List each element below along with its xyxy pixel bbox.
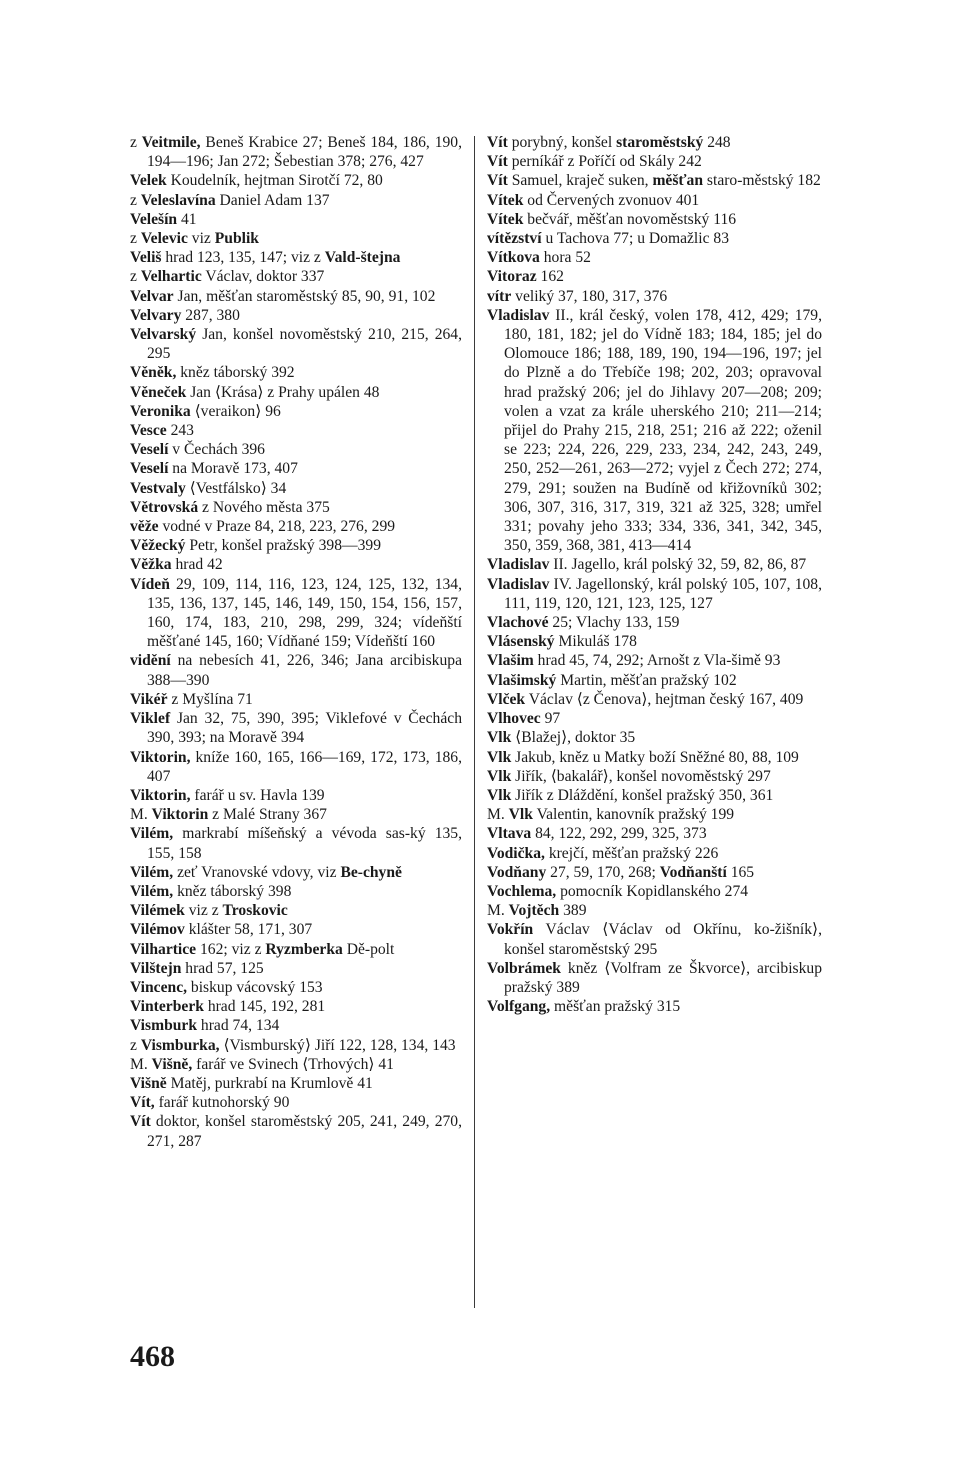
entry-headword: Be-chyně xyxy=(340,863,402,881)
index-entry xyxy=(487,575,822,613)
index-entry xyxy=(130,267,462,286)
entry-headword: Volfgang, xyxy=(487,998,551,1016)
entry-text: kněz táborský 398 xyxy=(173,882,292,900)
entry-text: ⟨Blažej⟩, doktor 35 xyxy=(511,729,636,747)
entry-text: na Moravě 173, 407 xyxy=(168,460,298,478)
entry-headword: Vismburka, xyxy=(140,1036,220,1054)
entry-text: M. xyxy=(487,806,509,824)
index-entry xyxy=(487,267,822,286)
entry-text: Jan 32, 75, 390, 395; Viklefové v Čechách 390, 393; na Moravě 394 xyxy=(147,710,462,747)
entry-text: viz z xyxy=(184,902,223,920)
entry-headword: Vítkova xyxy=(487,249,540,267)
index-entry xyxy=(487,959,822,997)
index-entry xyxy=(130,440,462,459)
entry-headword: Publik xyxy=(214,230,259,248)
index-entry xyxy=(130,1112,462,1150)
index-entry xyxy=(130,171,462,190)
index-entry xyxy=(487,863,822,882)
entry-headword: Viklef xyxy=(130,710,171,728)
index-entry xyxy=(487,133,822,152)
entry-headword: Vincenc, xyxy=(130,978,188,996)
page-number: 468 xyxy=(130,1340,175,1373)
entry-headword: Vladislav xyxy=(487,556,550,574)
entry-headword: Veselí xyxy=(130,460,169,478)
entry-headword: Velešín xyxy=(130,210,178,228)
entry-headword: Vlachové xyxy=(487,614,549,632)
entry-headword: Volbrámek xyxy=(487,959,561,977)
entry-text: z xyxy=(130,230,141,248)
entry-headword: Vokřín xyxy=(487,921,534,939)
index-entry xyxy=(487,632,822,651)
entry-text: z xyxy=(130,268,141,286)
entry-headword: vidění xyxy=(130,652,171,670)
entry-text: 162; viz z xyxy=(196,940,266,958)
entry-headword: Veleslavína xyxy=(140,191,216,209)
entry-headword: Vestvaly xyxy=(130,479,186,497)
entry-headword: Vilémov xyxy=(130,921,185,939)
entry-text: klášter 58, 171, 307 xyxy=(184,921,313,939)
index-entry xyxy=(130,1016,462,1035)
entry-text: 97 xyxy=(540,710,561,728)
entry-text: Valentin, kanovník pražský 199 xyxy=(532,806,735,824)
index-entry xyxy=(487,171,822,190)
entry-headword: Velek xyxy=(130,172,167,190)
index-entry xyxy=(130,479,462,498)
entry-text: Petr, konšel pražský 398—399 xyxy=(185,537,381,555)
index-entry xyxy=(130,997,462,1016)
entry-text: Jan, měšťan staroměstský 85, 90, 91, 102 xyxy=(173,287,436,305)
index-entry xyxy=(487,728,822,747)
entry-headword: Vilémek xyxy=(130,902,185,920)
index-entry xyxy=(130,133,462,171)
index-entry xyxy=(487,287,822,306)
entry-headword: Vlk xyxy=(508,806,533,824)
index-entry xyxy=(487,229,822,248)
entry-text: z Malé Strany 367 xyxy=(208,806,327,824)
index-entry xyxy=(487,613,822,632)
entry-headword: Věněk, xyxy=(130,364,177,382)
entry-headword: Vlhovec xyxy=(487,710,541,728)
index-entry xyxy=(130,824,462,862)
entry-text: měšťan pražský 315 xyxy=(550,998,681,1016)
entry-text: farář ve Svinech ⟨Trhových⟩ 41 xyxy=(192,1055,394,1073)
entry-text: farář kutnohorský 90 xyxy=(154,1094,290,1112)
entry-text: z xyxy=(130,1036,141,1054)
entry-text: Jakub, kněz u Matky boží Sněžné 80, 88, 109 xyxy=(511,748,799,766)
entry-headword: Višně xyxy=(130,1074,167,1092)
index-entry xyxy=(130,1036,462,1055)
entry-headword: Vladislav xyxy=(487,306,550,324)
entry-text: doktor, konšel staroměstský 205, 241, 249, 270, 271, 287 xyxy=(147,1113,462,1150)
index-entry xyxy=(130,536,462,555)
entry-headword: Veselí xyxy=(130,441,169,459)
entry-headword: Věžecký xyxy=(130,537,186,555)
entry-text: ⟨veraikon⟩ 96 xyxy=(190,402,281,420)
entry-headword: Větrovská xyxy=(130,498,199,516)
index-entry xyxy=(130,306,462,325)
entry-headword: Vismburk xyxy=(130,1017,198,1035)
entry-text: 29, 109, 114, 116, 123, 124, 125, 132, 134, 135, 136, 137, 145, 146, 149, 150, 154, 156, 157, 160, 174, 183, 210, 298, 299, 324; vídeňští měšťané 145, 160; Vídňané 159; Vídeňští 160 xyxy=(147,575,462,651)
entry-headword: Vlček xyxy=(487,690,526,708)
index-entry xyxy=(130,325,462,363)
entry-headword: Vitoraz xyxy=(487,268,537,286)
entry-text: biskup vácovský 153 xyxy=(187,978,323,996)
entry-text: Koudelník, hejtman Sirotčí 72, 80 xyxy=(166,172,383,190)
entry-text: kníže 160, 165, 166—169, 172, 173, 186, 407 xyxy=(147,748,462,785)
index-entry xyxy=(130,959,462,978)
index-entry xyxy=(130,555,462,574)
entry-headword: Troskovic xyxy=(222,902,288,920)
index-entry xyxy=(130,882,462,901)
entry-headword: Velvar xyxy=(130,287,174,305)
index-entry xyxy=(487,901,822,920)
index-entry xyxy=(130,651,462,689)
entry-headword: Ryzmberka xyxy=(265,940,343,958)
entry-text: kněz ⟨Volfram ze Škvorce⟩, arcibiskup pražský 389 xyxy=(504,959,822,996)
entry-headword: Vlk xyxy=(487,729,512,747)
entry-text: 248 xyxy=(703,134,731,151)
entry-text: 165 xyxy=(726,863,755,881)
index-entry xyxy=(130,402,462,421)
entry-headword: Velhartic xyxy=(140,268,202,286)
index-entry xyxy=(487,671,822,690)
index-entry xyxy=(487,210,822,229)
entry-headword: Velvary xyxy=(130,306,182,324)
entry-text: M. xyxy=(130,1055,152,1073)
entry-text: z Myšlína 71 xyxy=(167,690,253,708)
entry-text: porybný, konšel xyxy=(507,134,617,151)
entry-headword: Vlašim xyxy=(487,652,534,670)
index-entry xyxy=(487,306,822,556)
entry-text: perníkář z Poříčí od Skály 242 xyxy=(507,153,702,171)
entry-headword: Veitmile, xyxy=(141,134,201,151)
entry-headword: Vikéř xyxy=(130,690,168,708)
entry-headword: Vlk xyxy=(487,786,512,804)
entry-text: Martin, měšťan pražský 102 xyxy=(556,671,737,689)
entry-text: II., král český, volen 178, 412, 429; 179, 180, 181, 182; jel do Vídně 183; 184, 185; jel do Olomouce 186; 188, 189, 190, 194—196, 197; jel do Plzně a do Třebíče 198; 202, 203; opravoval hrad pražský 206; jel do Jihlavy 207—208; 209; volen a vzat za krále uherského 210; 211—214; přijel do Prahy 215, 218, 251; 216 až 222; oženil se 223; 224, 226, 229, 233, 234, 242, 243, 249, 250, 252—261, 263—272; vyjel z Čech 272; 274, 279, 291; soužen na Budíně od křižovníků 302; 306, 307, 316, 317, 319, 321 až 325, 328; umřel 331; povahy jeho 333; 334, 336, 341, 342, 345, 350, 359, 368, 381, 413—414 xyxy=(504,306,822,555)
entry-text: Václav, doktor 337 xyxy=(201,268,325,286)
entry-text: kněz táborský 392 xyxy=(176,364,295,382)
entry-headword: Vlk xyxy=(487,748,512,766)
entry-text: Samuel, kraječ suken, xyxy=(507,172,653,190)
entry-headword: Vojtěch xyxy=(508,902,560,920)
entry-headword: Vlásenský xyxy=(487,633,555,651)
entry-text: pomocník Kopidlanského 274 xyxy=(556,882,749,900)
entry-text: u Tachova 77; u Domažlic 83 xyxy=(541,230,729,248)
index-entry xyxy=(487,997,822,1016)
entry-text: 287, 380 xyxy=(181,306,240,324)
index-entry xyxy=(487,555,822,574)
entry-text: z xyxy=(130,134,142,151)
entry-text: v Čechách 396 xyxy=(168,441,265,459)
entry-text: IV. Jagellonský, král polský 105, 107, 108, 111, 119, 120, 121, 123, 125, 127 xyxy=(504,575,822,612)
entry-headword: Vilhartice xyxy=(130,940,197,958)
entry-headword: vítr xyxy=(487,287,512,305)
index-entry xyxy=(130,575,462,652)
index-entry xyxy=(130,863,462,882)
entry-headword: Věneček xyxy=(130,383,187,401)
entry-headword: Viktorin, xyxy=(130,786,191,804)
entry-text: Matěj, purkrabí na Krumlově 41 xyxy=(166,1074,373,1092)
entry-text: Jiřík, ⟨bakalář⟩, konšel novoměstský 297 xyxy=(511,767,771,785)
entry-headword: Vodňany xyxy=(487,863,547,881)
index-entry xyxy=(130,709,462,747)
entry-headword: Vít xyxy=(487,134,508,151)
entry-headword: Vít xyxy=(130,1113,151,1131)
index-entry xyxy=(130,498,462,517)
entry-text: veliký 37, 180, 317, 376 xyxy=(511,287,668,305)
entry-headword: Velevic xyxy=(140,230,188,248)
entry-headword: Vít, xyxy=(130,1094,155,1112)
entry-text: Daniel Adam 137 xyxy=(215,191,330,209)
index-entry xyxy=(130,210,462,229)
entry-text: II. Jagello, král polský 32, 59, 82, 86, 87 xyxy=(549,556,807,574)
entry-headword: Vítek xyxy=(487,191,524,209)
index-entry xyxy=(487,248,822,267)
entry-text: od Červených zvonuov 401 xyxy=(523,191,700,209)
index-entry xyxy=(130,421,462,440)
index-entry xyxy=(487,748,822,767)
entry-text: ⟨Vismburský⟩ Jiří 122, 128, 134, 143 xyxy=(219,1036,456,1054)
entry-text: vodné v Praze 84, 218, 223, 276, 299 xyxy=(158,518,396,536)
index-entry xyxy=(130,978,462,997)
entry-text: 27, 59, 170, 268; xyxy=(546,863,660,881)
entry-text: 243 xyxy=(166,422,194,440)
entry-headword: Vít xyxy=(487,153,508,171)
index-entry xyxy=(130,690,462,709)
index-entry xyxy=(487,824,822,843)
index-entry xyxy=(487,152,822,171)
entry-text: Václav ⟨z Čenova⟩, hejtman český 167, 409 xyxy=(525,690,804,708)
index-entry xyxy=(487,690,822,709)
entry-headword: Veliš xyxy=(130,249,162,267)
index-entry xyxy=(487,651,822,670)
entry-headword: Vilém, xyxy=(130,825,174,843)
index-entry xyxy=(487,920,822,958)
entry-headword: Vilém, xyxy=(130,882,174,900)
entry-headword: Viktorin, xyxy=(130,748,191,766)
entry-text: M. xyxy=(487,902,509,920)
entry-text: bečvář, měšťan novoměstský 116 xyxy=(523,210,737,228)
entry-text: ⟨Vestfálsko⟩ 34 xyxy=(185,479,287,497)
entry-text: 162 xyxy=(536,268,564,286)
index-entry xyxy=(130,1093,462,1112)
entry-headword: Vltava xyxy=(487,825,532,843)
entry-text: hrad 45, 74, 292; Arnošt z Vla-šimě 93 xyxy=(533,652,781,670)
entry-headword: Vodňanští xyxy=(659,863,727,881)
index-entry xyxy=(487,786,822,805)
index-column-left xyxy=(130,133,462,1151)
index-entry xyxy=(130,940,462,959)
entry-text: na nebesích 41, 226, 346; Jana arcibiskupa 388—390 xyxy=(147,652,462,689)
index-entry xyxy=(487,191,822,210)
entry-headword: Vilém, xyxy=(130,863,174,881)
index-entry xyxy=(487,767,822,786)
entry-text: Jan ⟨Krása⟩ z Prahy upálen 48 xyxy=(186,383,380,401)
index-entry xyxy=(130,901,462,920)
index-entry xyxy=(130,786,462,805)
entry-text: Jan, konšel novoměstský 210, 215, 264, 295 xyxy=(147,326,462,363)
entry-headword: Vlašimský xyxy=(487,671,557,689)
entry-text: hrad 74, 134 xyxy=(197,1017,280,1035)
column-divider xyxy=(474,136,475,1308)
index-entry xyxy=(130,920,462,939)
index-entry xyxy=(487,882,822,901)
entry-text: farář u sv. Havla 139 xyxy=(190,786,325,804)
entry-text: Jiřík z Dláždění, konšel pražský 350, 361 xyxy=(511,786,774,804)
entry-text: hrad 145, 192, 281 xyxy=(203,998,326,1016)
index-entry xyxy=(130,1055,462,1074)
entry-text: markrabí míšeňský a vévoda sas-ký 135, 155, 158 xyxy=(147,825,462,862)
entry-text: z xyxy=(130,191,141,209)
entry-text: M. xyxy=(130,806,152,824)
index-entry xyxy=(130,517,462,536)
entry-text: hora 52 xyxy=(539,249,591,267)
entry-headword: Velvarský xyxy=(130,326,197,344)
entry-text: Václav ⟨Václav od Okřínu, ko-žišník⟩, konšel staroměstský 295 xyxy=(504,921,822,958)
entry-headword: Vinterberk xyxy=(130,998,204,1016)
index-entry xyxy=(130,805,462,824)
entry-headword: Vítek xyxy=(487,210,524,228)
entry-headword: měšťan xyxy=(652,172,704,190)
entry-text: 25; Vlachy 133, 159 xyxy=(548,614,680,632)
entry-headword: Vesce xyxy=(130,422,167,440)
entry-text: krejčí, měšťan pražský 226 xyxy=(544,844,719,862)
entry-headword: Vladislav xyxy=(487,575,550,593)
entry-text: viz xyxy=(187,230,215,248)
index-entry xyxy=(130,1074,462,1093)
entry-headword: Višně, xyxy=(151,1055,193,1073)
entry-text: hrad 123, 135, 147; viz z xyxy=(161,249,325,267)
index-entry xyxy=(130,248,462,267)
index-entry xyxy=(130,748,462,786)
entry-text: hrad 42 xyxy=(171,556,223,574)
index-entry xyxy=(487,844,822,863)
entry-text: staro-městský 182 xyxy=(703,172,821,190)
entry-headword: Vald-štejna xyxy=(324,249,401,267)
index-column-right xyxy=(487,133,822,1016)
index-entry xyxy=(487,709,822,728)
entry-text: 41 xyxy=(177,210,197,228)
index-entry xyxy=(487,805,822,824)
entry-text: hrad 57, 125 xyxy=(181,959,264,977)
entry-headword: Viktorin xyxy=(151,806,209,824)
index-entry xyxy=(130,383,462,402)
entry-headword: Vodička, xyxy=(487,844,545,862)
entry-headword: Vídeň xyxy=(130,575,170,593)
entry-headword: Vít xyxy=(487,172,508,190)
entry-headword: Věžka xyxy=(130,556,172,574)
entry-headword: Veronika xyxy=(130,402,191,420)
index-entry xyxy=(130,229,462,248)
entry-text: z Nového města 375 xyxy=(198,498,330,516)
entry-text: Dě-polt xyxy=(342,940,395,958)
entry-headword: Vochlema, xyxy=(487,882,557,900)
index-entry xyxy=(130,363,462,382)
entry-headword: vítězství xyxy=(487,230,542,248)
entry-headword: věže xyxy=(130,518,159,536)
index-entry xyxy=(130,287,462,306)
entry-text: Mikuláš 178 xyxy=(554,633,637,651)
entry-text: 389 xyxy=(559,902,587,920)
index-entry xyxy=(130,459,462,478)
index-entry xyxy=(130,191,462,210)
entry-text: zeť Vranovské vdovy, viz xyxy=(173,863,341,881)
entry-text: 84, 122, 292, 299, 325, 373 xyxy=(531,825,707,843)
entry-headword: staroměstský xyxy=(616,134,704,151)
entry-headword: Vilštejn xyxy=(130,959,182,977)
entry-headword: Vlk xyxy=(487,767,512,785)
entry-text: Beneš Krabice 27; Beneš 184, 186, 190, 194—196; Jan 272; Šebestian 378; 276, 427 xyxy=(147,134,462,171)
